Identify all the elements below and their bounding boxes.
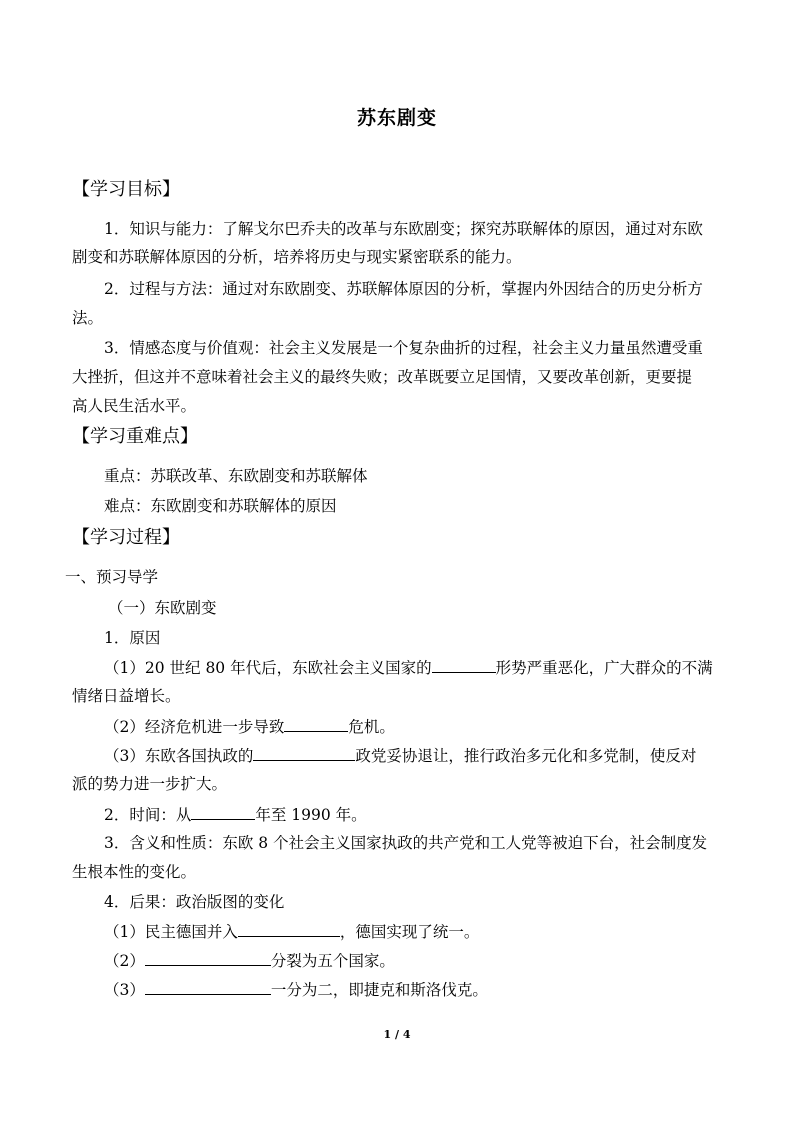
fill-blank-4[interactable] — [191, 803, 255, 820]
fill-blank-5[interactable] — [238, 920, 340, 937]
objective-2-line-1: 2．过程与方法：通过对东欧剧变、苏联解体原因的分析，掌握内外因结合的历史分析方 — [104, 280, 703, 298]
process-heading: 【学习过程】 — [72, 527, 180, 548]
item-1-2-text-before: （2）经济危机进一步导致 — [104, 718, 285, 736]
item-1-2-text-after: 危机。 — [348, 718, 395, 736]
item-1-2-line — [104, 715, 754, 738]
item-1-3-continuation: 派的势力进一步扩大。 — [72, 775, 228, 793]
item-4-1-text-after: ，德国实现了统一。 — [339, 923, 480, 941]
item-4: 4．后果：政治版图的变化 — [104, 893, 285, 911]
item-1-3-text-after: 政党妥协退让，推行政治多元化和多党制，使反对 — [355, 747, 697, 765]
item-1-1-text-after: 形势严重恶化，广大群众的不满 — [495, 659, 713, 677]
page-title: 苏东剧变 — [356, 107, 437, 129]
difficult-point: 难点：东欧剧变和苏联解体的原因 — [104, 497, 337, 515]
item-4-1-text-before: （1）民主德国并入 — [104, 923, 238, 941]
part-1-heading: 一、预习导学 — [65, 568, 159, 586]
objective-1-line-2: 剧变和苏联解体原因的分析，培养将历史与现实紧密联系的能力。 — [72, 248, 522, 266]
item-4-2-text-after: 分裂为五个国家。 — [270, 952, 395, 970]
fill-blank-6[interactable] — [145, 949, 271, 966]
fill-blank-3[interactable] — [253, 744, 355, 761]
item-3-line-1: 3．含义和性质：东欧 8 个社会主义国家执政的共产党和工人党等被迫下台，社会制度发 — [104, 834, 708, 852]
item-4-3-text-after: 一分为二，即捷克和斯洛伐克。 — [270, 981, 488, 999]
page-number: 1 / 4 — [383, 1028, 411, 1041]
item-4-3-line — [104, 978, 754, 1001]
item-2-text-before: 2．时间：从 — [104, 806, 192, 824]
objective-3-line-2: 大挫折，但这并不意味着社会主义的最终失败；改革既要立足国情，又要改革创新，更要提 — [72, 368, 693, 386]
item-4-2-text-before: （2） — [104, 952, 145, 970]
item-1-3-line — [104, 744, 754, 767]
objectives-heading: 【学习目标】 — [72, 179, 180, 200]
item-4-3-text-before: （3） — [104, 981, 145, 999]
item-2-line — [104, 803, 754, 826]
key-points-heading: 【学习重难点】 — [72, 426, 198, 447]
item-1-1-line — [104, 656, 754, 679]
key-point: 重点：苏联改革、东欧剧变和苏联解体 — [104, 467, 368, 485]
item-1: 1．原因 — [104, 629, 161, 647]
item-3-line-2: 生根本性的变化。 — [72, 863, 197, 881]
fill-blank-2[interactable] — [284, 715, 348, 732]
fill-blank-7[interactable] — [145, 978, 271, 995]
sub-section-1: （一）东欧剧变 — [108, 599, 217, 617]
objective-1-line-1: 1．知识与能力：了解戈尔巴乔夫的改革与东欧剧变；探究苏联解体的原因，通过对东欧 — [104, 220, 703, 238]
item-4-2-line — [104, 949, 754, 972]
objective-3-line-1: 3．情感态度与价值观：社会主义发展是一个复杂曲折的过程，社会主义力量虽然遭受重 — [104, 339, 703, 357]
objective-3-line-3: 高人民生活水平。 — [72, 397, 197, 415]
item-1-1-text-before: （1）20 世纪 80 年代后，东欧社会主义国家的 — [104, 659, 432, 677]
objective-2-line-2: 法。 — [72, 309, 104, 327]
item-2-text-after: 年至 1990 年。 — [255, 806, 367, 824]
item-1-1-continuation: 情绪日益增长。 — [72, 687, 181, 705]
fill-blank-1[interactable] — [432, 656, 496, 673]
item-4-1-line — [104, 920, 754, 943]
item-1-3-text-before: （3）东欧各国执政的 — [104, 747, 254, 765]
